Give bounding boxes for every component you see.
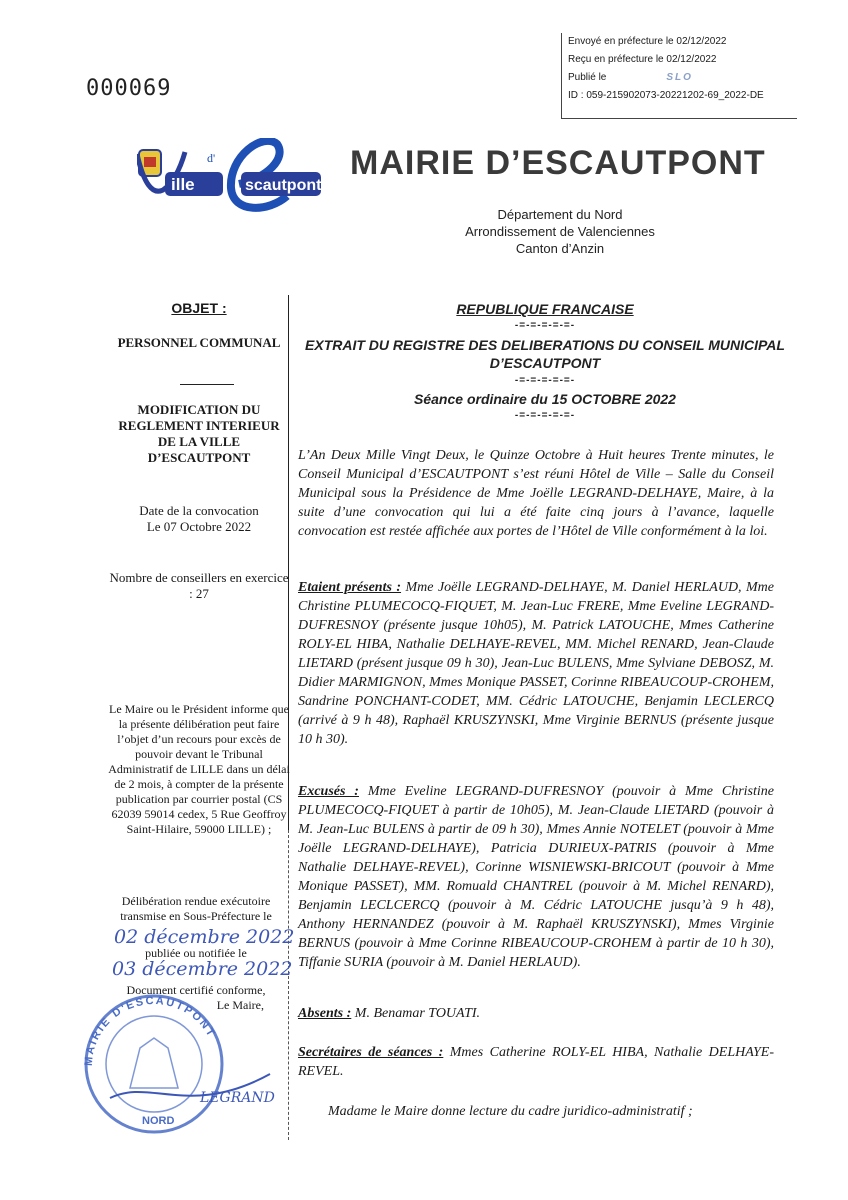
secretaires-paragraph [298, 1043, 774, 1081]
logo-shield-inner [144, 157, 156, 167]
excuses-paragraph [298, 782, 774, 972]
decorative-rule: -=-=-=-=-=- [514, 375, 576, 386]
dept-line: Département du Nord [497, 207, 623, 222]
executoire-line-4: Le Maire, [216, 998, 264, 1012]
absents-text: M. Benamar TOUATI. [354, 1006, 481, 1021]
stamp-signature: SLO [666, 72, 693, 83]
recours-notice: Le Maire ou le Président informe que la présente délibération peut faire l’objet d’un recours pour excès de pouvoir devant le Tribunal Administratif de LILLE dans un délai de 2 mois, à compter de la présente publication par courrier postal (CS 62039 59014 cedex, 5 Rue Geoffroy Saint-Hilaire, 59000 LILLE) ; [108, 702, 290, 836]
decorative-rule: -=-=-=-=-=- [514, 320, 576, 331]
seal-bottom-text: NORD [142, 1115, 175, 1127]
nb-conseillers: Nombre de conseillers en exercice : 27 [109, 570, 289, 601]
logo-text-right: scautpont [245, 177, 322, 194]
handwritten-date-1: 02 décembre 2022 [114, 926, 295, 948]
handwritten-date-2: 03 décembre 2022 [112, 958, 293, 980]
convocation-label: Date de la convocation [139, 503, 259, 518]
intro-paragraph: L’An Deux Mille Vingt Deux, le Quinze Octobre à Huit heures Trente minutes, le Conseil Municipal d’ESCAUTPONT s’est réuni Hôtel de Ville – Salle du Conseil Municipal sous la Présidence de Mme Joëlle LEGRAND-DELHAYE, Maire, à la suite d’une convocation qui lui a été faite cinq jours à l’avance, laquelle convocation est restée affichée aux portes de l’Hôtel de Ville conformément à la loi. [298, 448, 774, 539]
presents-label: Etaient présents : [298, 580, 402, 595]
stamp-id: ID : 059-215902073-20221202-69_2022-DE [568, 90, 764, 101]
stamp-recu: Reçu en préfecture le 02/12/2022 [568, 54, 717, 65]
executoire-line-2: publiée ou notifiée le [145, 946, 247, 960]
presents-paragraph [298, 578, 774, 749]
stamp-envoye: Envoyé en préfecture le 02/12/2022 [568, 36, 727, 47]
seance-heading: Séance ordinaire du 15 OCTOBRE 2022 [414, 391, 676, 407]
objet-category: PERSONNEL COMMUNAL [117, 335, 281, 350]
absents-paragraph [298, 1004, 774, 1023]
logo-text-left: ille [171, 175, 195, 194]
absents-label: Absents : [298, 1006, 352, 1021]
dept-line: Canton d’Anzin [515, 241, 605, 256]
prefecture-stamp [561, 33, 797, 119]
executoire-line-1: Délibération rendue exécutoire transmise en Sous-Préfecture le [120, 894, 272, 923]
extrait-heading: EXTRAIT DU REGISTRE DES DELIBERATIONS DU CONSEIL MUNICIPAL D’ESCAUTPONT [305, 337, 785, 371]
convocation-block [108, 503, 290, 535]
stamp-publie-row [568, 69, 797, 87]
excuses-label: Excusés : [298, 784, 359, 799]
department-block [400, 206, 720, 257]
seal-emblem-icon [130, 1038, 178, 1088]
republique-heading: REPUBLIQUE FRANCAISE [456, 301, 634, 317]
lecture-paragraph: Madame le Maire donne lecture du cadre juridico-administratif ; [328, 1104, 693, 1119]
seal-signature: LEGRAND [200, 1090, 275, 1106]
objet-label: OBJET : [171, 300, 227, 316]
column-divider-dashed [288, 830, 289, 1140]
excuses-text: Mme Eveline LEGRAND-DUFRESNOY (pouvoir à Mme Christine PLUMECOCQ-FIQUET à partir de 10h05), M. Jean-Claude LIETARD (pouvoir à M. Jean-Luc BULENS à partir de 09 h 30), Mmes Annie NOTELET (pouvoir à Mme Joëlle LEGRAND-DELHAYE), Patricia DURIEUX-PATRIS (pouvoir à Mme Nathalie DELHAYE-REVEL), Corinne WISNIEWSKI-BRICOUT (pouvoir à Mme Monique PASSET), MM. Romuald CHANTREL (pouvoir à M. Michel RENARD), Benjamin LECLCERCQ (pouvoir à M. Cédric LATOUCHE jusqu’à 9 h 48), Anthony HERNANDEZ (pouvoir à M. Raphaël KRUSZYNSKI), Mmes Virginie BERNUS (pouvoir à Mme Corinne RIBEAUCOUP-CROHEM à partir de 10 h 30), Tiffanie SURIA (pouvoir à M. Daniel HERLAUD). [298, 784, 774, 970]
presents-text: Mme Joëlle LEGRAND-DELHAYE, M. Daniel HERLAUD, Mme Christine PLUMECOCQ-FIQUET, M. Jean-Luc FRERE, Mme Eveline LEGRAND-DUFRESNOY (présente jusque 10h05), M. Patrick LATOUCHE, Mmes Catherine ROLY-EL HIBA, Nathalie DELHAYE-REVEL, MM. Michel RENARD, Jean-Claude LIETARD (présent jusque 09 h 30), Jean-Luc BULENS, Mme Sylviane DEBOSZ, M. Didier MARMIGNON, Mmes Monique PASSET, Corinne RIBEAUCOUP-CROHEM, Sandrine PONCHANT-CODET, MM. Cédric LATOUCHE, Benjamin LECLERCQ (arrivé à 9 h 48), Raphaël KRUSZYNSKI, Mme Virginie BERNUS (présente jusque 10 h 30). [298, 580, 774, 747]
executoire-line-3: Document certifié conforme, [126, 983, 266, 997]
convocation-date: Le 07 Octobre 2022 [146, 519, 252, 534]
objet-subject: MODIFICATION DU REGLEMENT INTERIEUR DE LA VILLE D’ESCAUTPONT [118, 402, 280, 465]
mairie-seal [70, 978, 275, 1143]
secretaires-text: Mmes Catherine ROLY-EL HIBA, Nathalie DELHAYE-REVEL. [298, 1045, 775, 1079]
stamp-publie: Publié le [568, 72, 607, 83]
left-separator [180, 384, 234, 385]
secretaires-label: Secrétaires de séances : [298, 1045, 444, 1060]
document-number: 000069 [86, 76, 172, 101]
seal-inner-ring [106, 1016, 202, 1112]
logo-prefix: d' [207, 151, 216, 165]
seal-text: MAIRIE D'ESCAUTPONT [82, 994, 218, 1067]
page-title: MAIRIE D’ESCAUTPONT [350, 144, 766, 182]
dept-line: Arrondissement de Valenciennes [465, 224, 655, 239]
ville-escautpont-logo [137, 138, 322, 218]
decorative-rule: -=-=-=-=-=- [514, 410, 576, 421]
